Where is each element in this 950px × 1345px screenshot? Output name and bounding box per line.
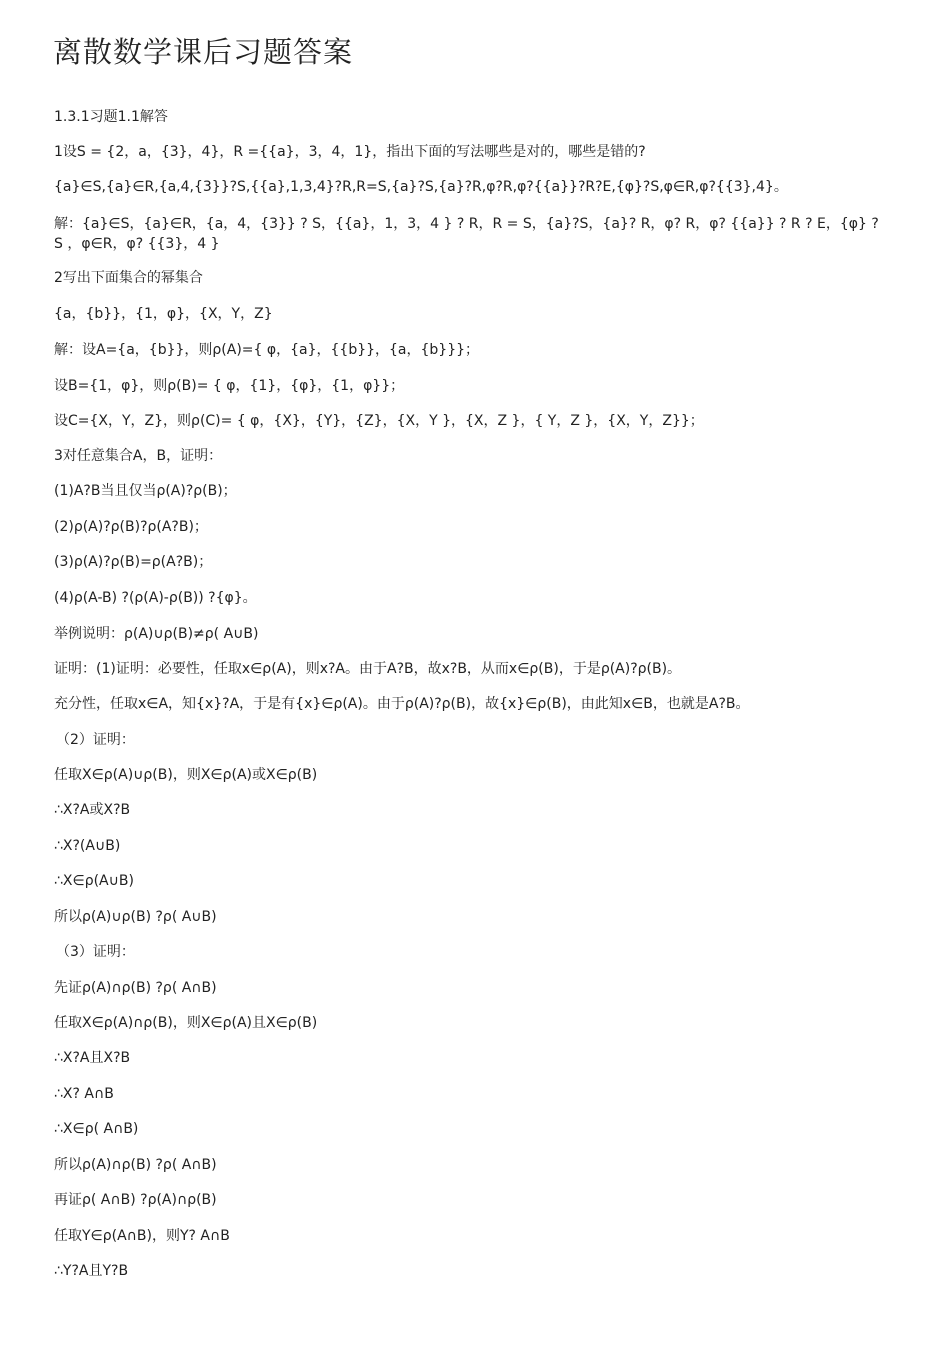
proof-3-line: 先证ρ(A)∩ρ(B) ?ρ( A∩B)	[54, 980, 217, 996]
exercise-3-part-2: (2)ρ(A)?ρ(B)?ρ(A?B)；	[54, 519, 208, 535]
exercise-3-part-4: (4)ρ(A-B) ?(ρ(A)-ρ(B)) ?{φ}。	[54, 590, 257, 606]
proof-2-line: ∴X?A或X?B	[54, 802, 131, 818]
proof-1-necessity: 证明：(1)证明：必要性，任取x∈ρ(A)，则x?A。由于A?B，故x?B，从而x∈ρ(B)，于是ρ(A)?ρ(B)。	[54, 661, 682, 677]
exercise-3-example: 举例说明：ρ(A)∪ρ(B)≠ρ( A∪B)	[54, 626, 259, 642]
proof-3-line: ∴X?A且X?B	[54, 1050, 131, 1066]
exercise-3-question: 3对任意集合A，B，证明：	[54, 448, 223, 464]
exercise-2-sets: {a，{b}}，{1，φ}，{X，Y，Z}	[54, 306, 273, 322]
section-heading: 1.3.1习题1.1解答	[54, 109, 168, 125]
proof-3-line: 任取X∈ρ(A)∩ρ(B)，则X∈ρ(A)且X∈ρ(B)	[54, 1015, 318, 1031]
exercise-1-answer: 解：{a}∈S，{a}∈R，{a，4，{3}} ? S，{{a}，1，3，4 } ? R，R = S，{a}?S，{a}? R，φ? R，φ? {{a}} ? R ? E，{φ} ? S ，φ∈R，φ? {{3}，4 }	[54, 216, 879, 252]
exercise-2-answer-a: 解：设A={a，{b}}，则ρ(A)={ φ，{a}，{{b}}，{a，{b}}}；	[54, 342, 480, 358]
proof-3-line: 所以ρ(A)∩ρ(B) ?ρ( A∩B)	[54, 1157, 217, 1173]
document-title: 离散数学课后习题答案	[53, 35, 354, 69]
exercise-2-answer-c: 设C={X，Y，Z}，则ρ(C)= { φ，{X}，{Y}，{Z}，{X，Y }，{X，Z }，{ Y，Z }，{X，Y，Z}}；	[54, 413, 704, 429]
exercise-2-answer-b: 设B={1，φ}，则ρ(B)= { φ，{1}，{φ}，{1，φ}}；	[54, 378, 405, 394]
proof-2-line: 任取X∈ρ(A)∪ρ(B)，则X∈ρ(A)或X∈ρ(B)	[54, 767, 318, 783]
proof-2-heading: （2）证明：	[56, 732, 135, 748]
proof-2-line: ∴X∈ρ(A∪B)	[54, 873, 134, 889]
proof-1-sufficiency: 充分性，任取x∈A，知{x}?A，于是有{x}∈ρ(A)。由于ρ(A)?ρ(B)，故{x}∈ρ(B)，由此知x∈B，也就是A?B。	[54, 696, 750, 712]
proof-2-line: ∴X?(A∪B)	[54, 838, 121, 854]
proof-3-line: 再证ρ( A∩B) ?ρ(A)∩ρ(B)	[54, 1192, 217, 1208]
proof-3-line: 任取Y∈ρ(A∩B)，则Y? A∩B	[54, 1228, 230, 1244]
proof-3-line: ∴X? A∩B	[54, 1086, 114, 1102]
exercise-3-part-1: (1)A?B当且仅当ρ(A)?ρ(B)；	[54, 483, 237, 499]
exercise-2-question: 2写出下面集合的幂集合	[54, 270, 203, 286]
proof-3-line: ∴Y?A且Y?B	[54, 1263, 129, 1279]
exercise-1-question: 1设S = {2，a，{3}，4}，R ={{a}，3，4，1}，指出下面的写法哪些是对的，哪些是错的?	[54, 144, 646, 160]
proof-3-heading: （3）证明：	[56, 944, 135, 960]
proof-2-conclusion: 所以ρ(A)∪ρ(B) ?ρ( A∪B)	[54, 909, 217, 925]
exercise-1-statements: {a}∈S,{a}∈R,{a,4,{3}}?S,{{a},1,3,4}?R,R=S,{a}?S,{a}?R,φ?R,φ?{{a}}?R?E,{φ}?S,φ∈R,φ?{{3},4}。	[54, 179, 788, 195]
proof-3-line: ∴X∈ρ( A∩B)	[54, 1121, 139, 1137]
exercise-3-part-3: (3)ρ(A)?ρ(B)=ρ(A?B)；	[54, 554, 213, 570]
